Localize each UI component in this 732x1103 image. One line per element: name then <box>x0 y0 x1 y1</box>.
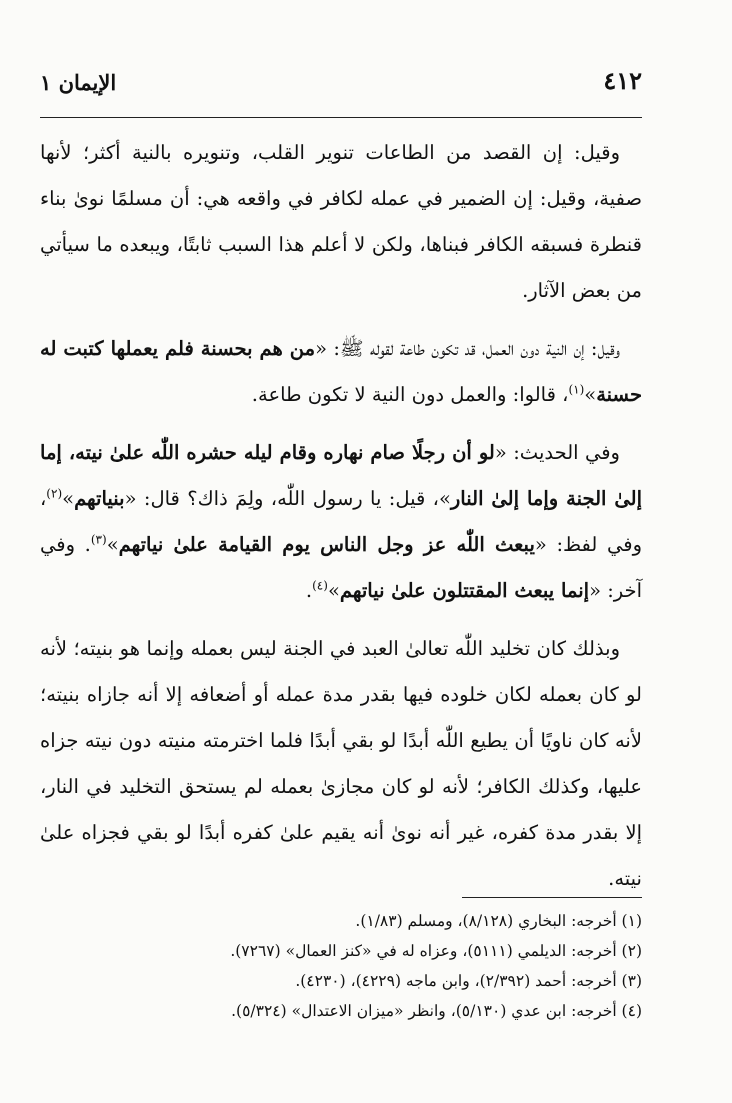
hadith-quote: لو أن رجلًا صام نهاره وقام ليله حشره اللّٰه علىٰ نيته، إما إلىٰ الجنة وإما إلىٰ النار <box>40 441 642 510</box>
footnote-ref-1: (١) <box>568 382 585 397</box>
text-run: . <box>305 579 313 602</box>
footnote-3: (٣) أخرجه: أحمد (٢/٣٩٢)، وابن ماجه (٤٢٢٩)، (٤٢٣٠). <box>295 972 642 990</box>
text-run: »، قيل: يا رسول اللّٰه، ولِمَ ذاك؟ قال: « <box>124 487 451 510</box>
paragraph-3 <box>40 430 642 614</box>
page-number: ٤١٢ <box>603 66 642 95</box>
footnote-ref-3: (٣) <box>90 532 107 547</box>
paragraph-4: وبذلك كان تخليد اللّٰه تعالىٰ العبد في الجنة ليس بعمله وإنما هو بنيته؛ لأنه لو كان بعمله لكان خلوده فيها بقدر مدة عمله أو أضعافه إلا أنه جازاه بنيته؛ لأنه كان ناويًا أن يطيع اللّٰه أبدًا لو بقي أبدًا فلما اخترمته منيته دون نيته جزاه عليها، وكذلك الكافر؛ لأنه لو كان مجازىٰ بعمله لم يستحق التخليد في النار، إلا بقدر مدة كفره، غير أنه نوىٰ أنه يقيم علىٰ كفره أبدًا لو بقي فجزاه علىٰ نيته. <box>40 637 642 890</box>
text-run: » <box>62 487 75 510</box>
footnote-2: (٢) أخرجه: الديلمي (٥١١١)، وعزاه له في «كنز العمال» (٧٢٦٧). <box>230 942 642 960</box>
main-text <box>40 130 642 914</box>
paragraph-2 <box>40 326 642 418</box>
footnote-divider <box>462 897 642 898</box>
footnote-ref-4: (٤) <box>312 578 328 593</box>
text-run: ، قالوا: والعمل دون النية لا تكون طاعة. <box>251 383 569 406</box>
running-title: الإيمان ١ <box>40 70 117 95</box>
page-header <box>40 66 642 106</box>
hadith-quote: بنياتهم <box>74 487 125 510</box>
footnotes <box>40 906 642 1026</box>
hadith-quote: يبعث اللّٰه عز وجل الناس يوم القيامة علىٰ نياتهم <box>118 533 535 556</box>
footnote-4: (٤) أخرجه: ابن عدي (٥/١٣٠)، وانظر «ميزان الاعتدال» (٥/٣٢٤). <box>231 1002 642 1020</box>
footnote-1: (١) أخرجه: البخاري (٨/١٢٨)، ومسلم (١/٨٣). <box>355 912 642 930</box>
text-run: وقيل: إن النية دون العمل، قد تكون طاعة لقوله ﷺ: « <box>315 337 620 360</box>
text-run: . وفي آخر: « <box>40 533 642 602</box>
hadith-quote: من هم بحسنة فلم يعملها كتبت له حسنة <box>40 337 642 406</box>
text-run: » <box>584 383 597 406</box>
paragraph-1: وقيل: إن القصد من الطاعات تنوير القلب، وتنويره بالنية أكثر؛ لأنها صفية، وقيل: إن الضمير في عمله لكافر في واقعه هي: أن مسلمًا نوىٰ بناء قنطرة فسبقه الكافر فبناها، ولكن لا أعلم هذا السبب ثابتًا، ويبعده ما سيأتي من بعض الآثار. <box>40 141 642 302</box>
header-divider <box>40 117 642 118</box>
text-run: وفي الحديث: « <box>494 441 620 464</box>
footnote-ref-2: (٢) <box>46 486 63 501</box>
text-run: ، وفي لفظ: « <box>40 487 642 556</box>
text-run: » <box>327 579 340 602</box>
hadith-quote: إنما يبعث المقتتلون علىٰ نياتهم <box>339 579 590 602</box>
text-run: » <box>106 533 119 556</box>
